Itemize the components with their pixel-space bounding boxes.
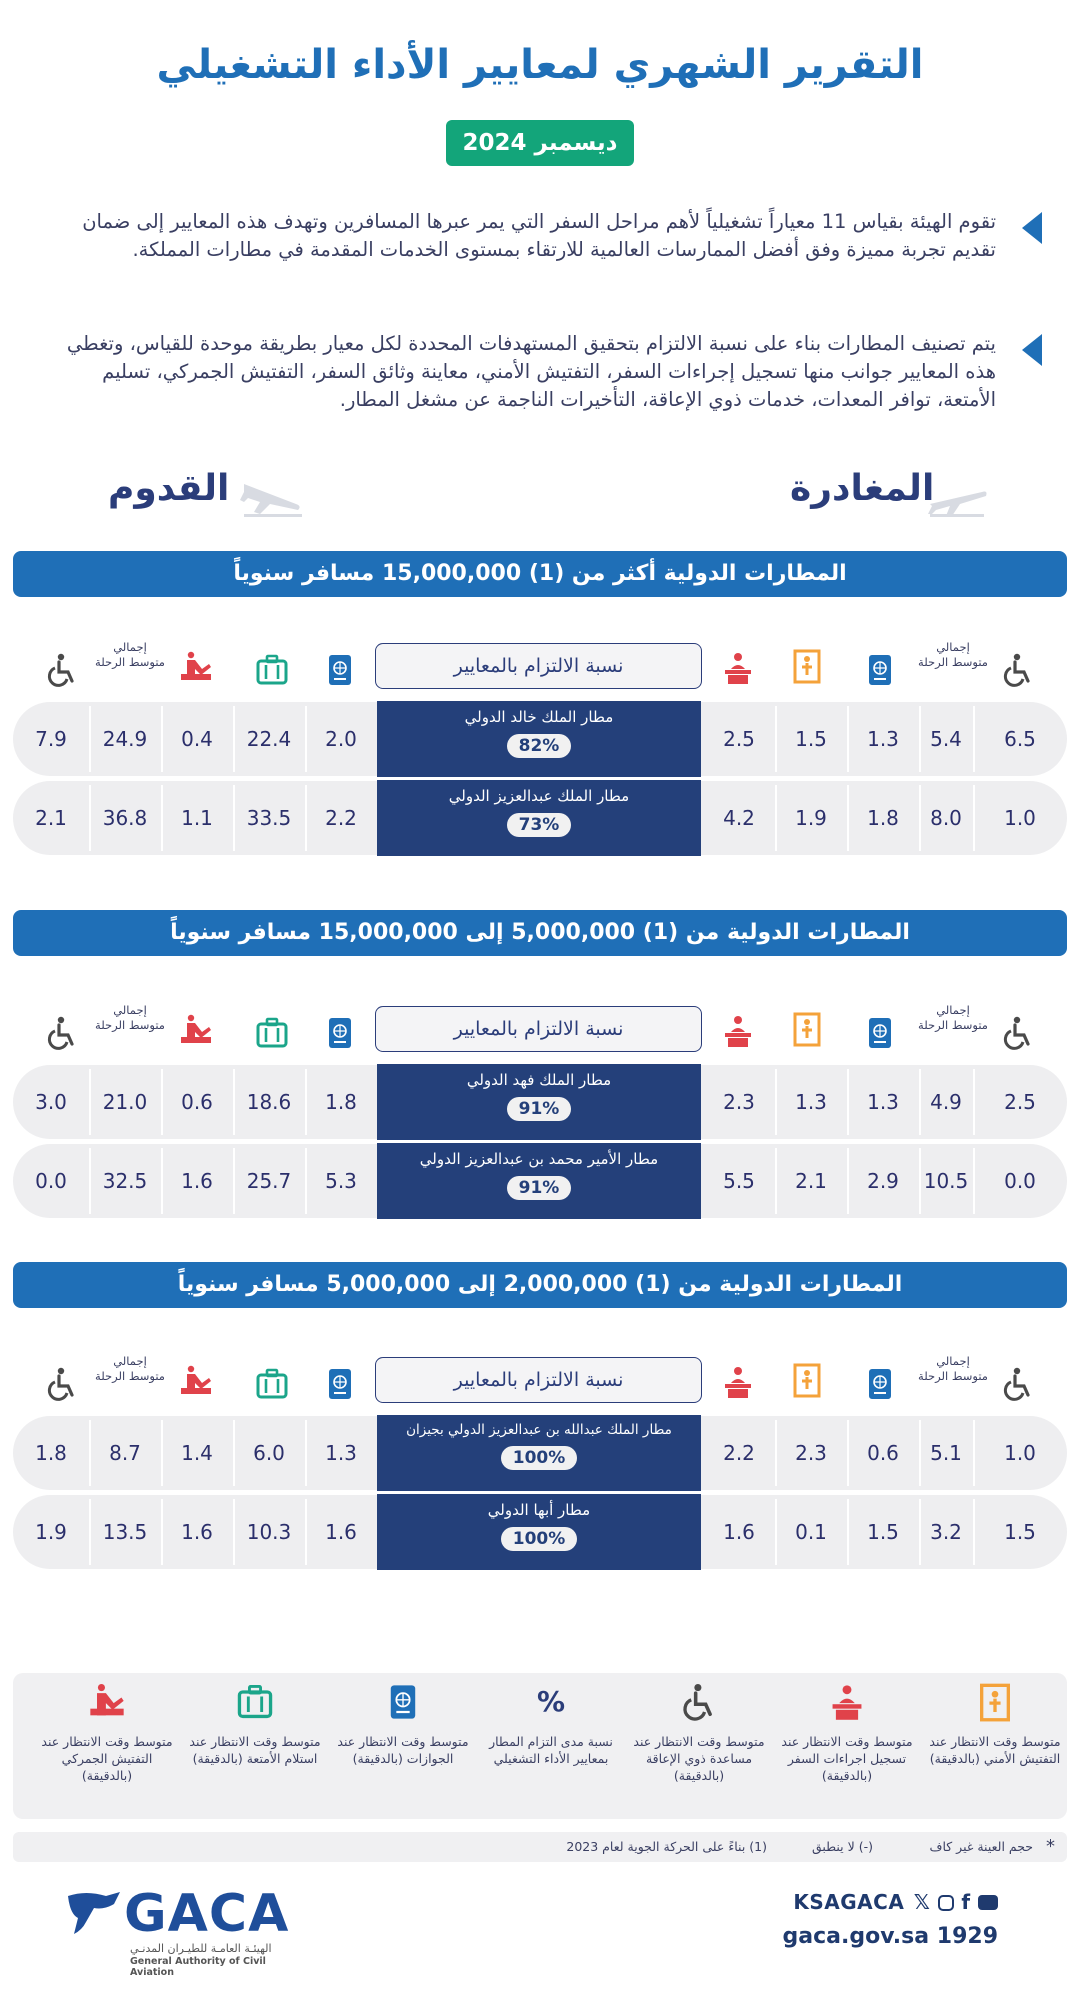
arr-customs-value: 0.4 (181, 727, 213, 751)
dep-wheelchair-value: 2.5 (1004, 1090, 1036, 1114)
dep-security-value: 1.3 (795, 1090, 827, 1114)
percent-icon: % (536, 1685, 566, 1718)
footnote-na: (-) لا ينطبق (811, 1839, 873, 1854)
intro-text-1: تقوم الهيئة بقياس 11 معياراً تشغيلياً لأهم مراحل السفر التي يمر عبرها المسافرين وتهدف هذه المعايير إلى ضمان تقديم تجربة مميزة وفق أفضل الممارسات العالمية للارتقاء بمستوى الخدمات المقدمة في مطارات المملكة. (82, 210, 996, 261)
departure-plane-icon (926, 474, 990, 518)
total-trip-header: إجمالي متوسط الرحلة (95, 1003, 165, 1032)
dep-passport-value: 1.5 (867, 1520, 899, 1544)
gaca-logo (66, 1880, 306, 1978)
dep-checkin-value: 5.5 (723, 1169, 755, 1193)
gaca-english-name: General Authority of Civil Aviation (130, 1956, 266, 1978)
passport-icon (383, 1681, 423, 1723)
group-band-1: المطارات الدولية أكثر من (1) 15,000,000 مسافر سنوياً (13, 551, 1067, 597)
dep-checkin-value: 1.6 (723, 1520, 755, 1544)
arr-baggage-value: 25.7 (246, 1169, 292, 1193)
dep-security-value: 2.1 (795, 1169, 827, 1193)
footnote-traffic: (1) بناءً على الحركة الجوية لعام 2023 (566, 1839, 767, 1854)
legend-label: متوسط وقت الانتظار عند التفتيش الأمني (بالدقيقة) (929, 1734, 1061, 1766)
check-in-desk-icon (720, 1364, 756, 1400)
customs-icon (87, 1681, 127, 1723)
arr-passport-value: 1.8 (325, 1090, 357, 1114)
airport-cell (377, 1415, 701, 1491)
baggage-icon (254, 1015, 290, 1051)
total-trip-header: إجمالي متوسط الرحلة (95, 1354, 165, 1383)
legend-item-wheelchair (629, 1681, 769, 1784)
dep-wheelchair-value: 1.0 (1004, 1441, 1036, 1465)
legend-item-checkin (777, 1681, 917, 1784)
dep-total-value: 10.5 (923, 1169, 969, 1193)
departure-label: المغادرة (790, 468, 935, 509)
airport-cell (377, 1143, 701, 1219)
arr-total-value: 13.5 (102, 1520, 148, 1544)
wheelchair-icon (1000, 1015, 1036, 1051)
legend-item-security (925, 1681, 1065, 1767)
gaca-wordmark: GACA (124, 1884, 290, 1944)
arr-wheelchair-value: 7.9 (35, 727, 67, 751)
security-gate-icon (975, 1681, 1015, 1723)
arr-passport-value: 2.0 (325, 727, 357, 751)
legend-label: متوسط وقت الانتظار عند التفتيش الجمركي (بالدقيقة) (41, 1734, 173, 1783)
wheelchair-icon (1000, 1366, 1036, 1402)
compliance-percent: 73% (507, 813, 572, 837)
check-in-desk-icon (827, 1681, 867, 1723)
dep-checkin-value: 2.3 (723, 1090, 755, 1114)
security-gate-icon (789, 1011, 825, 1047)
arr-total-value: 24.9 (102, 727, 148, 751)
baggage-icon (254, 652, 290, 688)
dep-passport-value: 0.6 (867, 1441, 899, 1465)
arr-total-value: 21.0 (102, 1090, 148, 1114)
youtube-icon[interactable] (978, 1895, 998, 1910)
gaca-emblem-icon (66, 1888, 122, 1938)
wheelchair-icon (44, 1015, 80, 1051)
legend-label: متوسط وقت الانتظار عند استلام الأمتعة (بالدقيقة) (189, 1734, 321, 1766)
airport-cell (377, 1494, 701, 1570)
arr-total-value: 8.7 (109, 1441, 141, 1465)
arr-wheelchair-value: 3.0 (35, 1090, 67, 1114)
arr-baggage-value: 10.3 (246, 1520, 292, 1544)
wheelchair-icon (44, 1366, 80, 1402)
legend-label: نسبة مدى التزام المطار بمعايير الأداء التشغيلي (489, 1734, 613, 1766)
social-row (758, 1890, 998, 1914)
dep-security-value: 1.9 (795, 806, 827, 830)
intro-paragraph-2 (40, 330, 1036, 414)
arr-baggage-value: 6.0 (253, 1441, 285, 1465)
arr-wheelchair-value: 0.0 (35, 1169, 67, 1193)
baggage-icon (235, 1681, 275, 1723)
legend-item-passport (333, 1681, 473, 1767)
arr-passport-value: 1.3 (325, 1441, 357, 1465)
bullet-arrow-icon (1022, 212, 1042, 244)
facebook-icon[interactable]: f (961, 1890, 971, 1914)
footnote-sample: حجم العينة غير كاف (929, 1839, 1033, 1854)
wheelchair-icon (679, 1681, 719, 1723)
page-title: التقرير الشهري لمعايير الأداء التشغيلي (156, 42, 924, 88)
airport-name: مطار الملك عبدالله بن عبدالعزيز الدولي بجيزان (406, 1422, 672, 1438)
wheelchair-icon (1000, 652, 1036, 688)
dep-checkin-value: 2.2 (723, 1441, 755, 1465)
arr-customs-value: 1.6 (181, 1169, 213, 1193)
dep-total-value: 8.0 (930, 806, 962, 830)
airport-cell (377, 701, 701, 777)
dep-passport-value: 1.3 (867, 1090, 899, 1114)
arr-wheelchair-value: 1.9 (35, 1520, 67, 1544)
airport-cell (377, 780, 701, 856)
dep-wheelchair-value: 0.0 (1004, 1169, 1036, 1193)
intro-paragraph-1 (40, 208, 1036, 264)
contact-info (758, 1890, 998, 1970)
airport-name: مطار أبها الدولي (487, 1501, 591, 1519)
gaca-arabic-name: الهيئـة العامـة للطيـران المدنـي (130, 1942, 272, 1955)
total-trip-header: إجمالي متوسط الرحلة (918, 1354, 988, 1383)
arr-wheelchair-value: 2.1 (35, 806, 67, 830)
bullet-arrow-icon (1022, 334, 1042, 366)
arr-baggage-value: 33.5 (246, 806, 292, 830)
dep-total-value: 3.2 (930, 1520, 962, 1544)
arr-passport-value: 2.2 (325, 806, 357, 830)
passport-icon (322, 1015, 358, 1051)
legend-label: متوسط وقت الانتظار عند تسجيل اجراءات السفر (بالدقيقة) (781, 1734, 913, 1783)
airport-cell (377, 1064, 701, 1140)
arr-passport-value: 1.6 (325, 1520, 357, 1544)
arr-customs-value: 1.6 (181, 1520, 213, 1544)
dep-security-value: 2.3 (795, 1441, 827, 1465)
security-gate-icon (789, 1362, 825, 1398)
compliance-header: نسبة الالتزام بالمعايير (375, 1006, 702, 1052)
dep-passport-value: 1.8 (867, 806, 899, 830)
dep-total-value: 4.9 (930, 1090, 962, 1114)
compliance-header: نسبة الالتزام بالمعايير (375, 1357, 702, 1403)
passport-icon (322, 1366, 358, 1402)
compliance-percent: 91% (507, 1097, 572, 1121)
dep-security-value: 1.5 (795, 727, 827, 751)
arr-customs-value: 0.6 (181, 1090, 213, 1114)
website-link[interactable]: gaca.gov.sa (782, 1924, 930, 1949)
group-band-2: المطارات الدولية من (1) 5,000,000 إلى 15,000,000 مسافر سنوياً (13, 910, 1067, 956)
airport-name: مطار الأمير محمد بن عبدالعزيز الدولي (419, 1150, 659, 1168)
social-handle: KSAGACA (793, 1890, 905, 1914)
dep-checkin-value: 4.2 (723, 806, 755, 830)
dep-passport-value: 1.3 (867, 727, 899, 751)
legend-label: متوسط وقت الانتظار عند الجوازات (بالدقيقة) (337, 1734, 469, 1766)
x-icon[interactable]: 𝕏 (913, 1890, 931, 1914)
dep-security-value: 0.1 (795, 1520, 827, 1544)
website-row (758, 1924, 998, 1949)
dep-wheelchair-value: 6.5 (1004, 727, 1036, 751)
dep-passport-value: 2.9 (867, 1169, 899, 1193)
arrival-label: القدوم (108, 468, 230, 509)
dep-wheelchair-value: 1.0 (1004, 806, 1036, 830)
footnotes (13, 1832, 1067, 1862)
intro-text-2: يتم تصنيف المطارات بناء على نسبة الالتزام بتحقيق المستهدفات المحددة لكل معيار بطريقة موحدة للقياس، وتغطي هذه المعايير جوانب منها تسجيل إجراءات السفر، التفتيش الأمني، معاينة وثائق السفر، التفتيش الجمركي، تسليم الأمتعة، توافر المعدات، خدمات ذوي الإعاقة، التأخيرات الناجمة عن مشغل المطار. (66, 332, 996, 411)
compliance-percent: 82% (507, 734, 572, 758)
total-trip-header: إجمالي متوسط الرحلة (95, 640, 165, 669)
passport-icon (862, 1366, 898, 1402)
legend-item-customs (37, 1681, 177, 1784)
arr-passport-value: 5.3 (325, 1169, 357, 1193)
total-trip-header: إجمالي متوسط الرحلة (918, 640, 988, 669)
arr-customs-value: 1.4 (181, 1441, 213, 1465)
airport-name: مطار الملك فهد الدولي (466, 1071, 612, 1089)
arr-wheelchair-value: 1.8 (35, 1441, 67, 1465)
legend-label: متوسط وقت الانتظار عند مساعدة ذوي الإعاقة (بالدقيقة) (633, 1734, 765, 1783)
compliance-percent: 100% (501, 1527, 578, 1551)
customs-icon (178, 1013, 214, 1049)
legend-item-baggage (185, 1681, 325, 1767)
instagram-icon[interactable] (938, 1895, 954, 1911)
airport-name: مطار الملك عبدالعزيز الدولي (448, 787, 630, 805)
total-trip-header: إجمالي متوسط الرحلة (918, 1003, 988, 1032)
check-in-desk-icon (720, 650, 756, 686)
wheelchair-icon (44, 652, 80, 688)
compliance-header: نسبة الالتزام بالمعايير (375, 643, 702, 689)
dep-checkin-value: 2.5 (723, 727, 755, 751)
check-in-desk-icon (720, 1013, 756, 1049)
customs-icon (178, 1364, 214, 1400)
customs-icon (178, 650, 214, 686)
group-band-3: المطارات الدولية من (1) 2,000,000 إلى 5,000,000 مسافر سنوياً (13, 1262, 1067, 1308)
compliance-percent: 91% (507, 1176, 572, 1200)
arrival-plane-icon (240, 474, 304, 518)
arr-total-value: 32.5 (102, 1169, 148, 1193)
arr-total-value: 36.8 (102, 806, 148, 830)
footnote-star: * (1046, 1836, 1055, 1857)
dep-total-value: 5.1 (930, 1441, 962, 1465)
passport-icon (322, 652, 358, 688)
arr-baggage-value: 18.6 (246, 1090, 292, 1114)
passport-icon (862, 652, 898, 688)
passport-icon (862, 1015, 898, 1051)
legend-item-percent (481, 1681, 621, 1767)
month-badge: ديسمبر 2024 (446, 120, 634, 166)
airport-name: مطار الملك خالد الدولي (464, 708, 614, 726)
dep-wheelchair-value: 1.5 (1004, 1520, 1036, 1544)
compliance-percent: 100% (501, 1446, 578, 1470)
dep-total-value: 5.4 (930, 727, 962, 751)
hotline-number: 1929 (936, 1924, 998, 1949)
arr-customs-value: 1.1 (181, 806, 213, 830)
arr-baggage-value: 22.4 (246, 727, 292, 751)
baggage-icon (254, 1366, 290, 1402)
security-gate-icon (789, 648, 825, 684)
legend-panel (13, 1673, 1067, 1819)
